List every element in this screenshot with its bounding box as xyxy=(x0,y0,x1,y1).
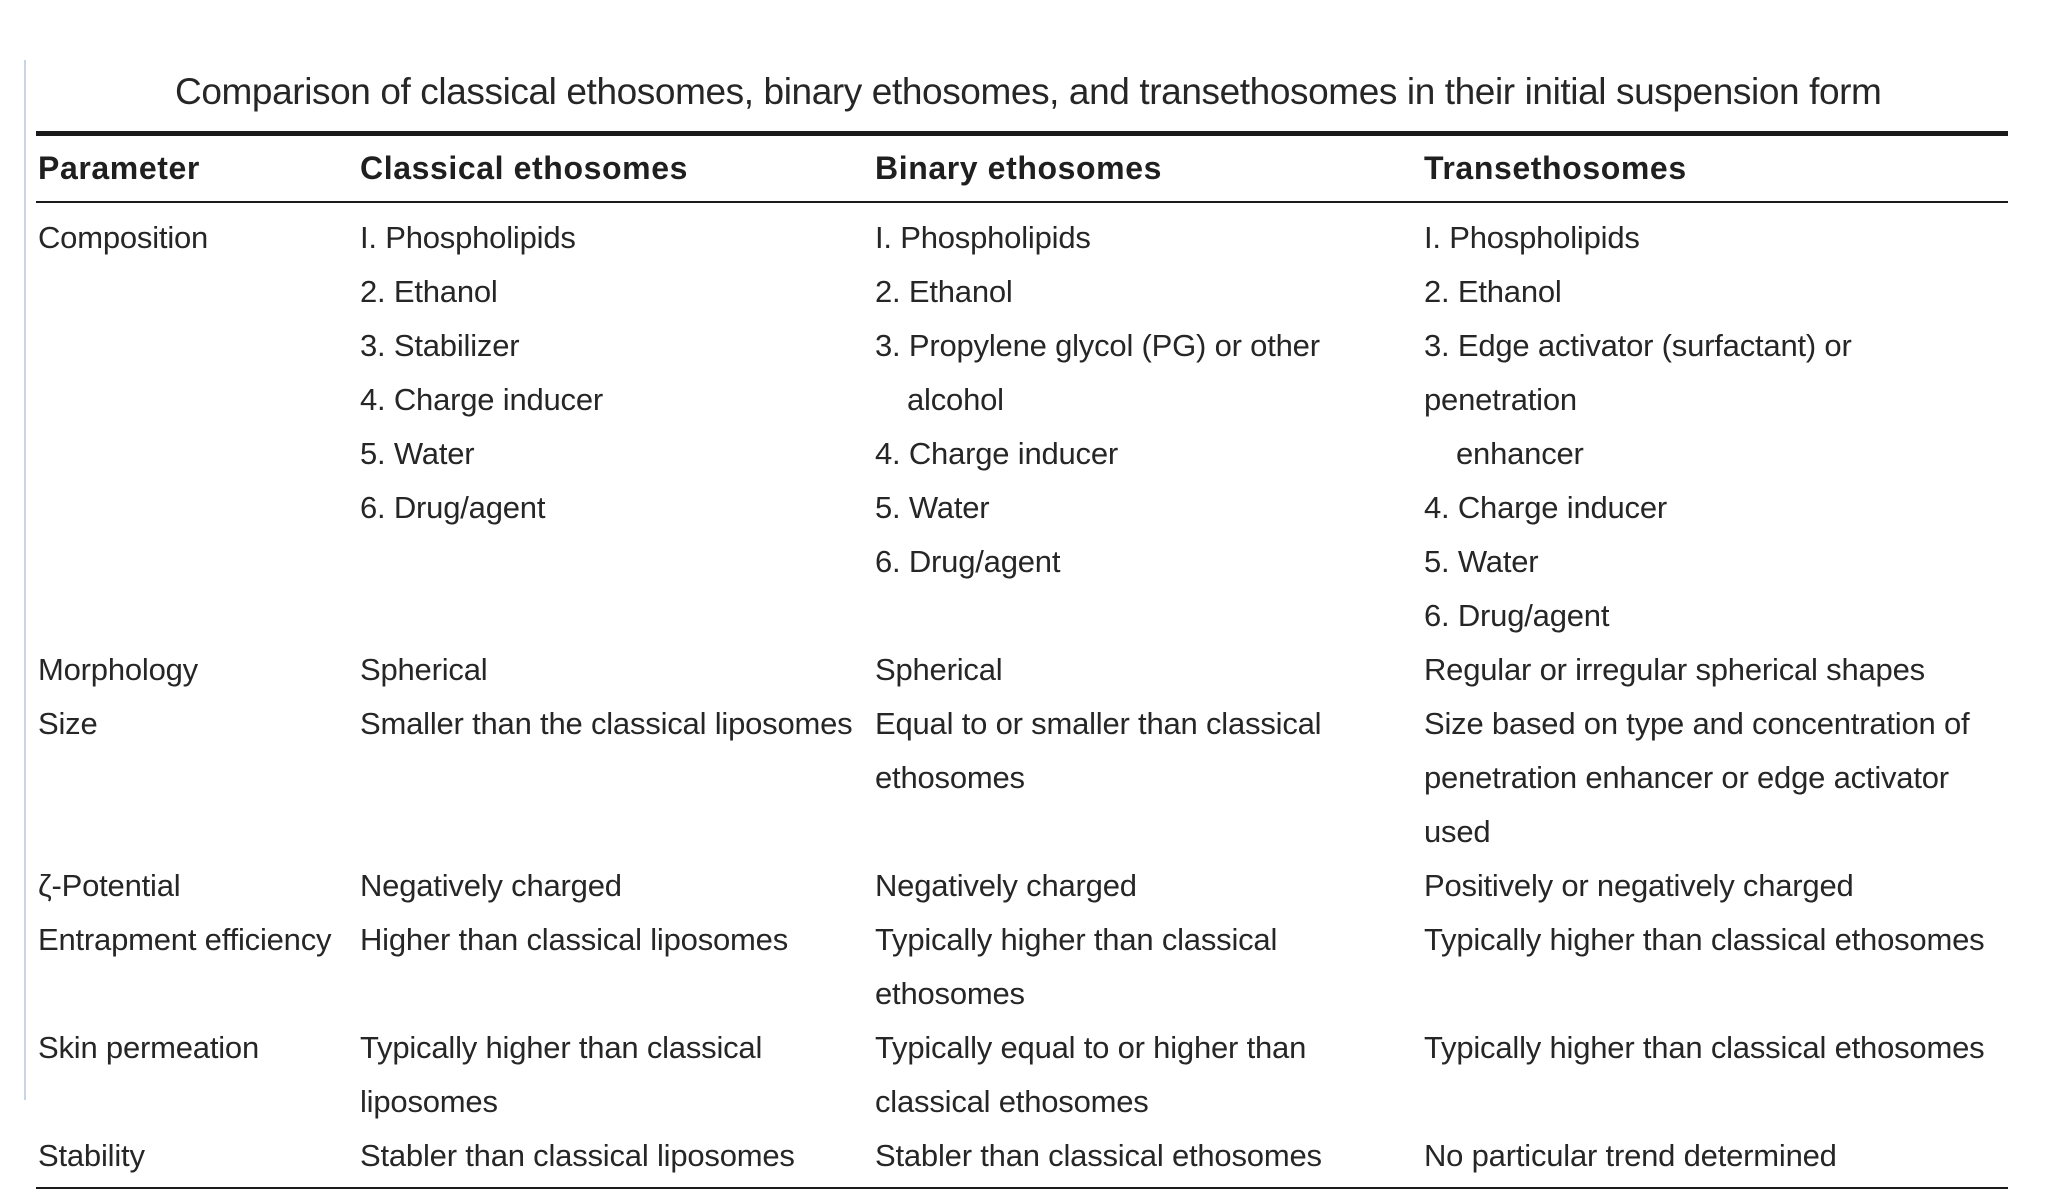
cell-text: Regular or irregular spherical shapes xyxy=(1424,652,1925,687)
cell-text: ζ-Potential xyxy=(38,868,181,903)
cell-text: Stabler than classical ethosomes xyxy=(875,1138,1322,1173)
cell-classical xyxy=(358,859,873,913)
cell-binary xyxy=(873,697,1422,859)
cell-classical xyxy=(358,913,873,1021)
composition-list-item: 5. Water xyxy=(360,436,475,471)
cell-text: Morphology xyxy=(38,652,198,687)
composition-list xyxy=(360,211,871,535)
cell-binary xyxy=(873,913,1422,1021)
header-classical: Classical ethosomes xyxy=(358,134,873,203)
cell-classical xyxy=(358,202,873,643)
cell-parameter xyxy=(36,643,358,697)
cell-text: Typically higher than classical ethosomes xyxy=(1424,1030,1985,1065)
comparison-table xyxy=(36,131,2008,1189)
cell-text: Typically higher than classical ethosomes xyxy=(875,922,1278,1011)
cell-classical xyxy=(358,1021,873,1129)
cell-text: Size based on type and concentration of penetration enhancer or edge activator used xyxy=(1424,706,1970,849)
cell-trans xyxy=(1422,697,2008,859)
composition-list-item: 3. Stabilizer xyxy=(360,328,520,363)
cell-text: Stabler than classical liposomes xyxy=(360,1138,795,1173)
composition-list xyxy=(1424,211,2006,643)
composition-list-item: 6. Drug/agent xyxy=(1424,598,1610,633)
cell-trans xyxy=(1422,913,2008,1021)
composition-list-item: 4. Charge inducer xyxy=(1424,490,1668,525)
cell-text: Positively or negatively charged xyxy=(1424,868,1854,903)
header-binary: Binary ethosomes xyxy=(873,134,1422,203)
cell-text: Spherical xyxy=(360,652,488,687)
composition-list-item: I. Phospholipids xyxy=(360,220,576,255)
header-trans: Transethosomes xyxy=(1422,134,2008,203)
cell-text: Skin permeation xyxy=(38,1030,260,1065)
cell-text: Smaller than the classical liposomes xyxy=(360,706,853,741)
cell-parameter xyxy=(36,1129,358,1188)
cell-text: Entrapment efficiency xyxy=(38,922,332,957)
table-row xyxy=(36,697,2008,859)
cell-binary xyxy=(873,202,1422,643)
cell-text: Negatively charged xyxy=(360,868,622,903)
composition-list-item: 2. Ethanol xyxy=(875,274,1013,309)
cell-trans xyxy=(1422,643,2008,697)
cell-text: Typically higher than classical ethosomes xyxy=(1424,922,1985,957)
cell-text: Composition xyxy=(38,220,209,255)
composition-list-item: I. Phospholipids xyxy=(875,220,1091,255)
composition-list-item: 3. Edge activator (surfactant) or penetration xyxy=(1424,328,1852,417)
table-row xyxy=(36,913,2008,1021)
cell-text: Spherical xyxy=(875,652,1003,687)
table-row xyxy=(36,643,2008,697)
cell-parameter xyxy=(36,859,358,913)
left-margin-rule xyxy=(24,60,26,1100)
cell-parameter xyxy=(36,697,358,859)
table-row xyxy=(36,1129,2008,1188)
composition-list-item: 4. Charge inducer xyxy=(360,382,604,417)
cell-text: Typically higher than classical liposomes xyxy=(360,1030,763,1119)
composition-list-item: I. Phospholipids xyxy=(1424,220,1640,255)
composition-list xyxy=(875,211,1420,589)
composition-list-item: 6. Drug/agent xyxy=(360,490,546,525)
composition-list-item: 2. Ethanol xyxy=(1424,274,1562,309)
composition-list-item: 2. Ethanol xyxy=(360,274,498,309)
cell-text: Higher than classical liposomes xyxy=(360,922,788,957)
cell-text: Equal to or smaller than classical ethosomes xyxy=(875,706,1322,795)
composition-list-item: 4. Charge inducer xyxy=(875,436,1119,471)
cell-trans xyxy=(1422,202,2008,643)
cell-text: Stability xyxy=(38,1138,145,1173)
cell-binary xyxy=(873,1129,1422,1188)
cell-binary xyxy=(873,643,1422,697)
cell-trans xyxy=(1422,859,2008,913)
composition-list-item: alcohol xyxy=(907,382,1004,417)
table-title: Comparison of classical ethosomes, binary ethosomes, and transethosomes in their initial suspension form xyxy=(175,71,1882,112)
cell-classical xyxy=(358,697,873,859)
comparison-table-container xyxy=(36,131,2008,1189)
composition-list-item: enhancer xyxy=(1456,436,1584,471)
cell-classical xyxy=(358,1129,873,1188)
cell-parameter xyxy=(36,913,358,1021)
cell-classical xyxy=(358,643,873,697)
cell-binary xyxy=(873,859,1422,913)
header-row xyxy=(36,134,2008,203)
table-body xyxy=(36,202,2008,1188)
cell-parameter xyxy=(36,202,358,643)
cell-text: Typically equal to or higher than classical ethosomes xyxy=(875,1030,1307,1119)
composition-list-item: 3. Propylene glycol (PG) or other xyxy=(875,328,1320,363)
composition-list-item: 5. Water xyxy=(1424,544,1539,579)
cell-trans xyxy=(1422,1021,2008,1129)
cell-text: Negatively charged xyxy=(875,868,1137,903)
cell-parameter xyxy=(36,1021,358,1129)
cell-text: Size xyxy=(38,706,98,741)
header-parameter: Parameter xyxy=(36,134,358,203)
table-row xyxy=(36,202,2008,643)
composition-list-item: 5. Water xyxy=(875,490,990,525)
table-row xyxy=(36,1021,2008,1129)
cell-trans xyxy=(1422,1129,2008,1188)
cell-text: No particular trend determined xyxy=(1424,1138,1837,1173)
table-row xyxy=(36,859,2008,913)
composition-list-item: 6. Drug/agent xyxy=(875,544,1061,579)
cell-binary xyxy=(873,1021,1422,1129)
